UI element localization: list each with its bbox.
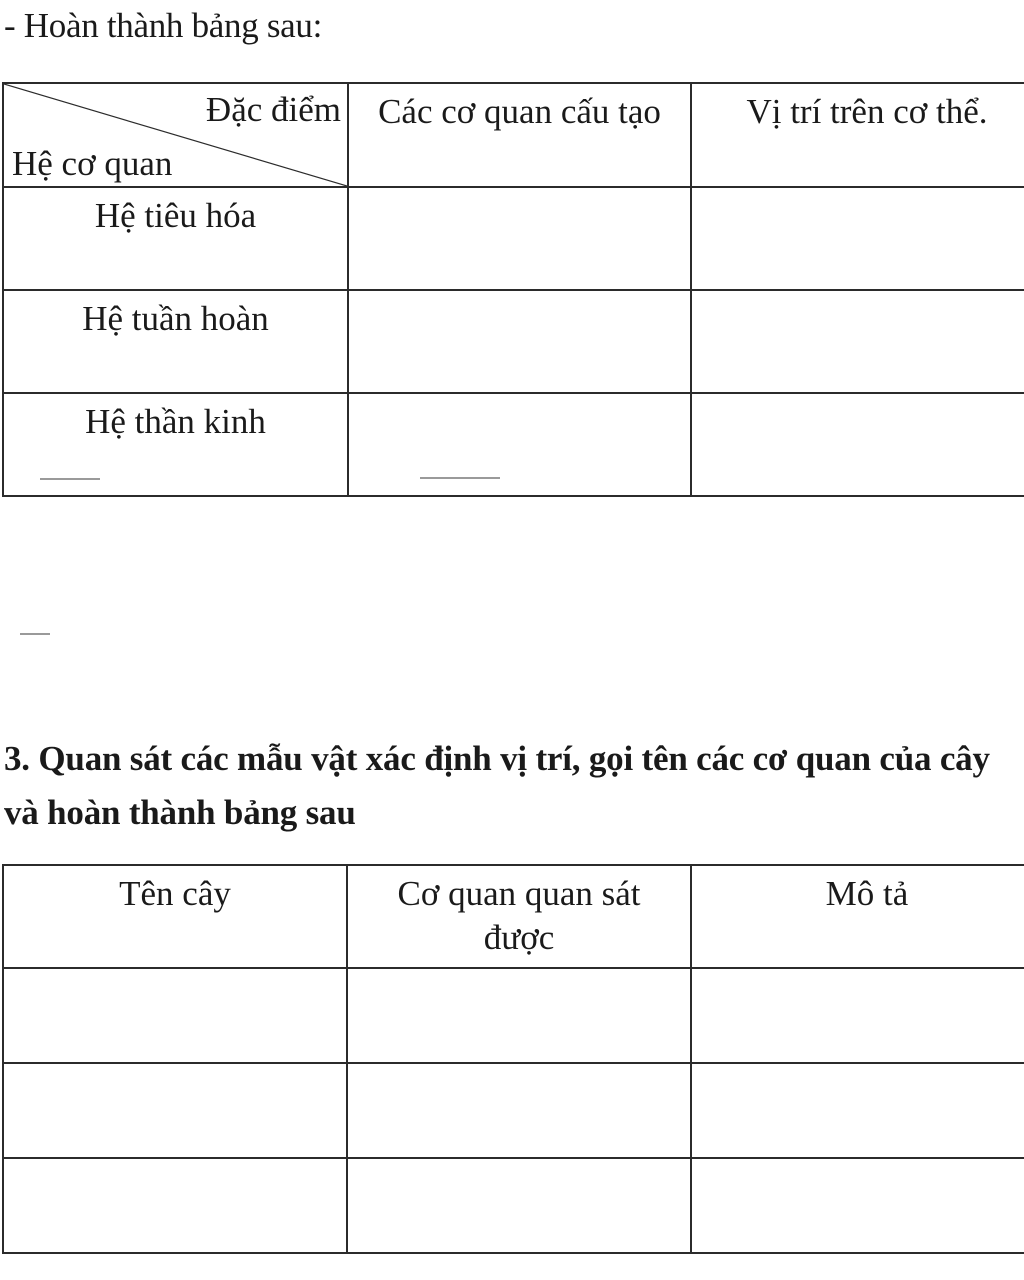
scan-speck: [20, 633, 50, 635]
plant-organ-table: [2, 864, 1024, 1254]
table-row: [3, 968, 1024, 1063]
answer-cell[interactable]: [3, 1158, 347, 1253]
table2-header-row: [3, 865, 1024, 968]
diagonal-header-cell: [3, 83, 348, 187]
scan-speck: [40, 478, 100, 480]
answer-cell[interactable]: [347, 1063, 691, 1158]
answer-cell[interactable]: [348, 187, 691, 290]
table1-header-row: [3, 83, 1024, 187]
header-characteristics: Đặc điểm: [205, 90, 341, 129]
header-body-position: Vị trí trên cơ thể.: [691, 83, 1024, 187]
header-organ-system: Hệ cơ quan: [12, 144, 173, 183]
answer-cell[interactable]: [3, 1063, 347, 1158]
table-row: [3, 290, 1024, 393]
answer-cell[interactable]: [347, 968, 691, 1063]
table-row: [3, 187, 1024, 290]
table-row: [3, 393, 1024, 496]
table-row: [3, 1063, 1024, 1158]
table-row: [3, 1158, 1024, 1253]
intro-instruction: - Hoàn thành bảng sau:: [4, 6, 323, 45]
answer-cell[interactable]: [691, 393, 1024, 496]
answer-cell[interactable]: [347, 1158, 691, 1253]
answer-cell[interactable]: [348, 290, 691, 393]
organ-system-name: Hệ tuần hoàn: [3, 290, 348, 393]
header-plant-name: Tên cây: [3, 865, 347, 968]
organ-system-name: Hệ thần kinh: [3, 393, 348, 496]
answer-cell[interactable]: [691, 1063, 1024, 1158]
header-description: Mô tả: [691, 865, 1024, 968]
organ-system-table: [2, 82, 1024, 497]
answer-cell[interactable]: [3, 968, 347, 1063]
answer-cell[interactable]: [348, 393, 691, 496]
scan-speck: [420, 477, 500, 479]
answer-cell[interactable]: [691, 1158, 1024, 1253]
answer-cell[interactable]: [691, 290, 1024, 393]
organ-system-name: Hệ tiêu hóa: [3, 187, 348, 290]
question-3-heading: 3. Quan sát các mẫu vật xác định vị trí, gọi tên các cơ quan của cây và hoàn thành bảng sau: [4, 739, 990, 832]
answer-cell[interactable]: [691, 187, 1024, 290]
header-observed-organs: Cơ quan quan sát được: [347, 865, 691, 968]
header-component-organs: Các cơ quan cấu tạo: [348, 83, 691, 187]
answer-cell[interactable]: [691, 968, 1024, 1063]
